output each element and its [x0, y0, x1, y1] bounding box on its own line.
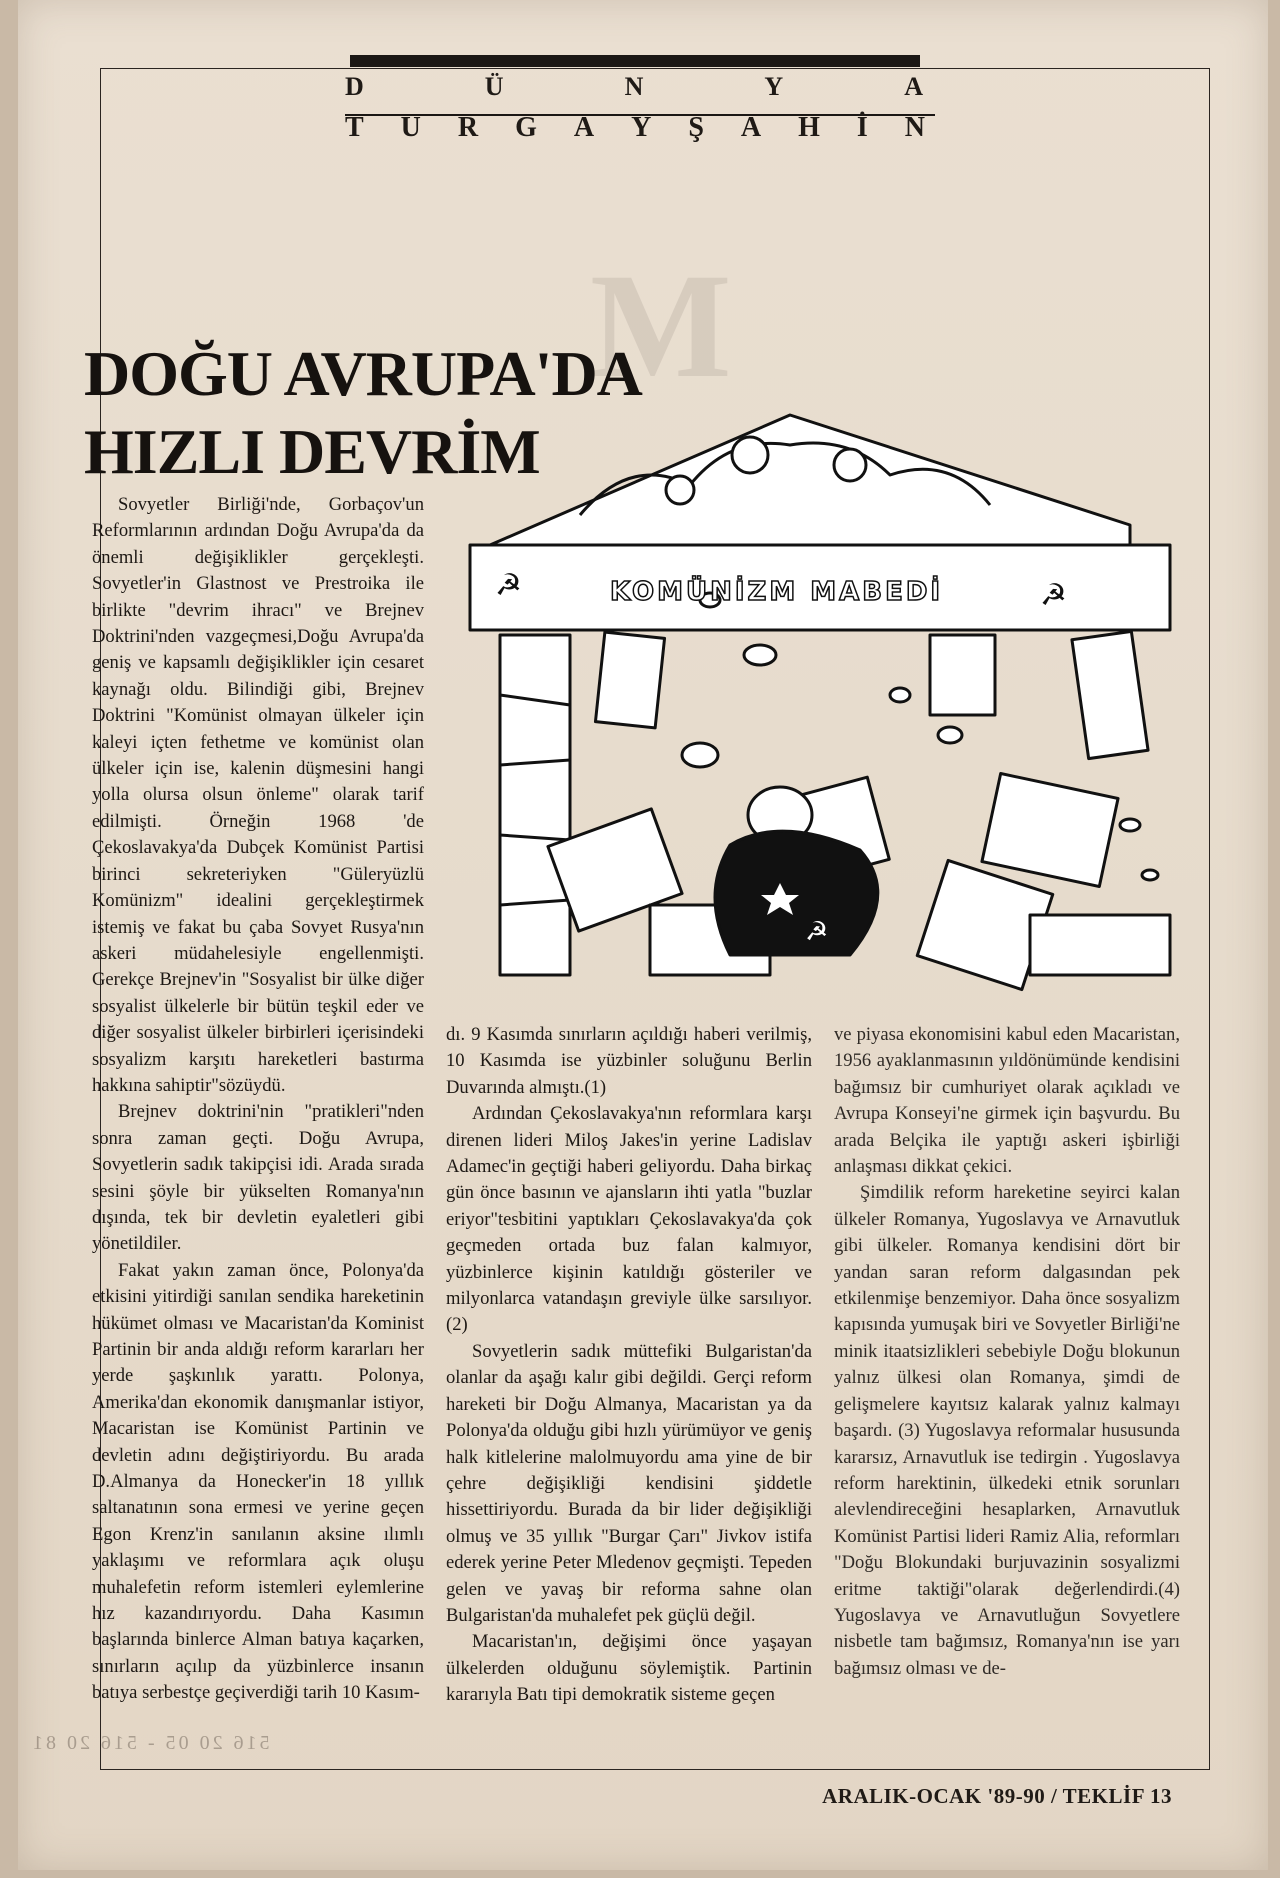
temple-pediment — [490, 415, 1130, 545]
author-letter: İ — [856, 112, 868, 143]
column-left — [500, 635, 570, 975]
article-paragraph: Sovyetler Birliği'nde, Gorbaçov'un Reformlarının ardından Doğu Avrupa'da da önemli değişiklikler gerçekleşti. Sovyetler'in Glastnost ve Prestroika ile birlikte "devrim ihracı" ve Brejnev Doktrini'nden vazgeçmesi,Doğu Avrupa'da geniş ve kapsamlı değişiklikler için cesaret kaynağı oldu. Bilindiği gibi, Brejnev Doktrini "Komünist olmayan ülkeler için kaleyi içten fethetme ve komünist olan ülkeler için ise, kalenin düşmesini hangi yolla olursa olsun önleme" olarak tarif edilmişti. Örneğin 1968 'de Çekoslavakya'da Dubçek Komünist Partisi birinci sekreteriyken "Güleryüzlü Komünizm" idealini gerçekleştirmek istemiş ve fakat bu çaba Sovyet Rusya'nın askeri müdahelesiyle engellenmişti. Gerekçe Brejnev'in "Sosyalist bir ülke diğer sosyalist ülkelerle bir bütün teşkil eder ve diğer sosyalist ülkeler birbirleri içerisindeki sosyalizm karşıtı hareketleri bastırma hakkına sahiptir"sözüydü. — [92, 494, 424, 1096]
article-column-2 — [446, 1022, 812, 1709]
article-column-3 — [834, 1022, 1180, 1682]
author-letter: A — [740, 112, 762, 143]
page-footer: ARALIK-OCAK '89-90 / TEKLİF 13 — [822, 1784, 1172, 1808]
title-letter: N — [624, 72, 646, 101]
headline-line-1: DOĞU AVRUPA'DA — [84, 338, 642, 409]
hammer-sickle-icon-right: ☭ — [1040, 578, 1067, 613]
author-letter: G — [515, 112, 537, 143]
author-name — [345, 112, 925, 144]
title-letter: Ü — [484, 72, 506, 101]
author-letter: H — [798, 112, 820, 143]
falling-figure-body — [715, 831, 878, 955]
article-paragraph: dı. 9 Kasımda sınırların açıldığı haberi verilmiş, 10 Kasımda ise yüzbinler soluğunu Berlin Duvarında almıştı.(1) — [446, 1024, 812, 1098]
author-letter: Y — [631, 112, 652, 143]
article-paragraph: Macaristan'ın, değişimi önce yaşayan ülkelerden olduğunu söylemiştik. Partinin kararıyla Batı tipi demokratik sisteme geçen — [446, 1631, 812, 1706]
background-watermark: M — [590, 243, 732, 409]
article-paragraph: Şimdilik reform hareketine seyirci kalan ülkeler Romanya, Yugoslavya ve Arnavutluk gibi ülkeler. Romanya kendisini dört bir yandan saran reform dalgasından pek etkilenmişe benzemiyor. Daha önce sosyalizm kapısında yumuşak biri ve Sovyetler Birliği'ne minik itaatsizlikleri sebebiyle Doğu blokunun yalnız ülkesi olan Romanya, şimdi de gelişmelere kayıtsız kalarak yalnız kalmayı başardı. (3) Yugoslavya reformalar hususunda kararsız, Arnavutluk ise tedirgin . Yugoslavya reform harektinin, ülkedeki etnik sorunları alevlendireceğini hesaplarken, Arnavutluk Komünist Partisi lideri Ramiz Alia, reformları "Doğu Blokundaki burjuvazinin sosyalizmi eritme taktiği"olarak değerlendirdi.(4) Yugoslavya ve Arnavutluğun Sovyetlere nisbetle tam bağımsız, Romanya'nın ise yarı bağımsız olması ve de- — [834, 1182, 1180, 1679]
author-letter: N — [904, 112, 925, 143]
cartoon-illustration — [430, 395, 1190, 1015]
article-paragraph: Ardından Çekoslavakya'nın reformlara karşı direnen lideri Miloş Jakes'in yerine Ladislav Adamec'in geçtiği haberi geliyordu. Daha birkaç gün önce basının ve ajansların ihti yatla "buzlar eriyor"tesbitini yaptıkları Çekoslavakya'da çok geçmeden ortada buz falan kalmıyor, yüzbinlerce kişinin katıldığı gösteriler ve milyonlarca vatandaşın greviyle ülke sarsılıyor.(2) — [446, 1103, 812, 1336]
temple-banner: KOMÜNİZM MABEDİ — [610, 577, 944, 607]
author-letter: R — [457, 112, 479, 143]
bleed-through-text: 516 20 05 - 516 20 81 — [30, 1732, 270, 1754]
title-letter: D — [345, 72, 366, 101]
pediment-figure-head — [732, 437, 768, 473]
article-paragraph: Fakat yakın zaman önce, Polonya'da etkisini yitirdiği sanılan sendika hareketinin hükümet olması ve Macaristan'da Kominist Partinin bir anda aldığı reform kararları her yerde şaşkınlık yarattı. Polonya, Amerika'dan ekonomik danışmanlar istiyor, Macaristan ise Komünist Partinin ve devletin adını değiştiriyordu. Bu arada D.Almanya da Honecker'in 18 yıllık saltanatının sona ermesi ve yerine geçen Egon Krenz'in sanılanın aksine ılımlı yaklaşımı ve reformlara açık oluşu muhalefetin reform istemleri eylemlerine hız kazandırıyordu. Daha Kasımın başlarında binlerce Alman batıya kaçarken, sınırların açılıp da yüzbinlerce insanın batıya serbestçe geçiverdiği tarih 10 Kasım- — [92, 1259, 424, 1704]
title-letter: A — [904, 72, 925, 101]
article-paragraph: ve piyasa ekonomisini kabul eden Macaristan, 1956 ayaklanmasının yıldönümünde kendisini bağımsız bir cumhuriyet olarak açıkladı ve Avrupa Konseyi'ne girmek için başvurdu. Bu arada Belçika ile yaptığı askeri işbirliği anlaşması dikkat çekici. — [834, 1024, 1180, 1178]
article-paragraph: Sovyetlerin sadık müttefiki Bulgaristan'da olanlar da aşağı kalır gibi değildi. Gerçi reform hareketi bir Doğu Almanya, Macaristan ya da Polonya'da olduğu gibi hızlı yürümüyor ve geniş halk kitlelerine malolmuyordu ama yine de bir çehre değişikliği kendisini şiddetle hissettiriyordu. Burada da bir lider değişikliği olmuş ve 35 yıllık "Burgar Çarı" Jivkov istifa ederek yerine Peter Mledenov geçmişti. Tepeden gelen ve yavaş bir reforma sahne olan Bulgaristan'da muhalefet pek güçlü değil. — [446, 1340, 812, 1626]
author-letter: T — [345, 112, 364, 143]
author-letter: A — [573, 112, 595, 143]
headline-line-2: HIZLI DEVRİM — [84, 416, 540, 487]
author-letter: U — [400, 112, 421, 143]
hammer-sickle-shirt-icon: ☭ — [805, 917, 829, 947]
article-paragraph: Brejnev doktrini'nin "pratikleri"nden sonra zaman geçti. Doğu Avrupa, Sovyetlerin sadık takipçisi idi. Arada sırada sesini şöyle bir yükselten Romanya'nın dışında, tek bir devletin eyaletleri gibi yönetildiler. — [92, 1101, 424, 1255]
author-letter: Ş — [688, 112, 704, 143]
title-letter: Y — [764, 72, 786, 101]
hammer-sickle-icon: ☭ — [495, 568, 522, 603]
section-title — [345, 72, 925, 102]
header-bar — [350, 55, 920, 67]
article-column-1 — [92, 492, 424, 1707]
